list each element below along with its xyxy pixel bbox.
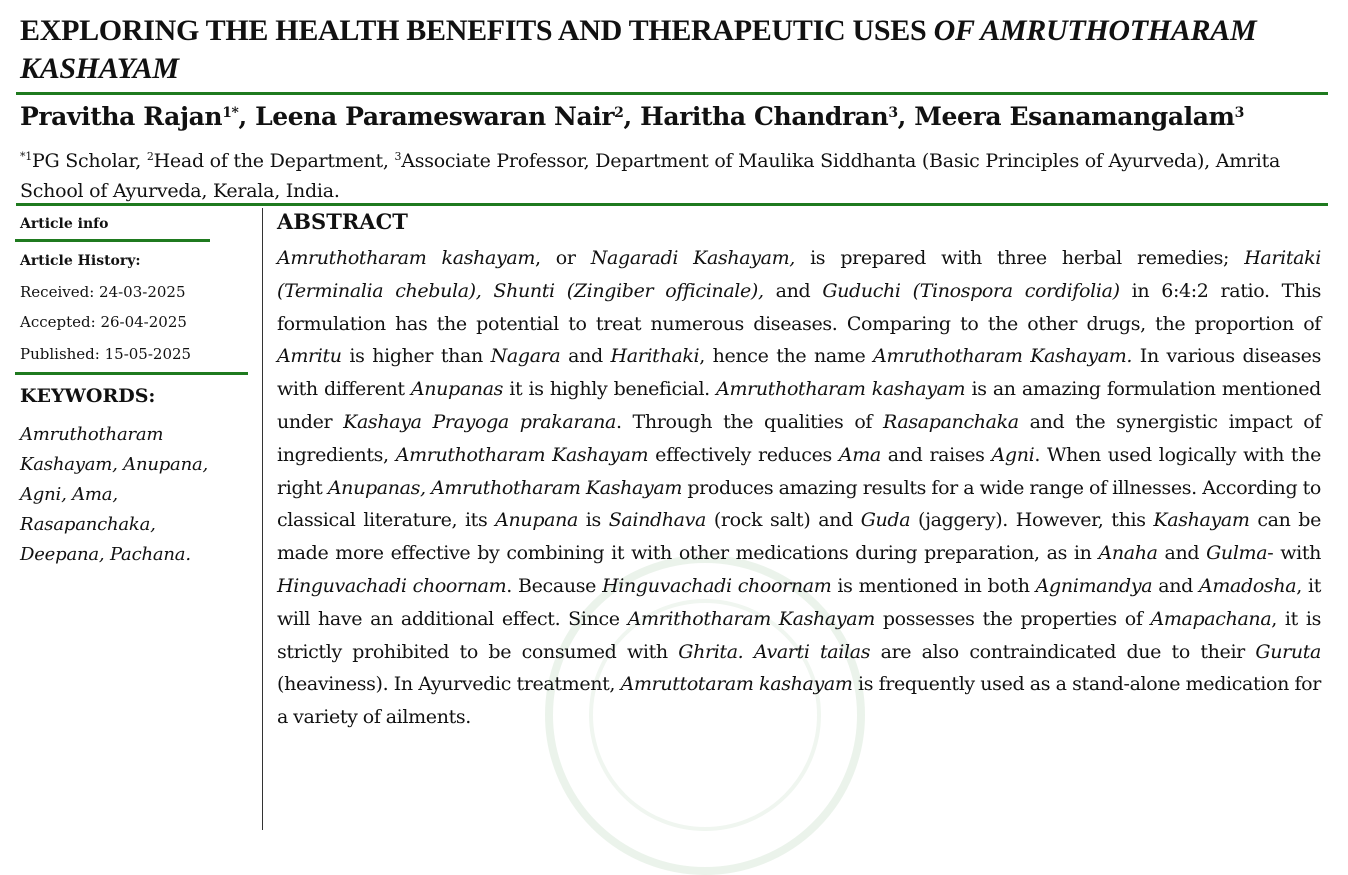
abstract-italic-term: Hinguvachadi choornam [602, 574, 832, 597]
abstract-text: (heaviness). In Ayurvedic treatment, [277, 673, 621, 696]
abstract-italic-term: Harithaki [610, 345, 700, 368]
author-name: Meera Esanamangalam [914, 102, 1235, 131]
abstract-text: is prepared with three herbal remedies; [794, 247, 1245, 269]
title-text: EXPLORING THE HEALTH BENEFITS AND THERAPEUTIC USES [20, 14, 934, 47]
affiliation-text: Head of the Department, [153, 150, 395, 172]
keywords-heading: KEYWORDS: [20, 385, 156, 407]
abstract-text: is higher than [341, 345, 491, 368]
paper-title [20, 12, 1320, 88]
author-list: Pravitha Rajan$^{1*}$, Leena Parameswaran Nair$^2$, Haritha Chandran$^3$, Meera Esanamangalam$^3$ [20, 102, 1244, 131]
abstract-text: (rock salt) and [706, 509, 861, 532]
article-history-heading: Article History: [20, 253, 141, 269]
published-date: Published: 15-05-2025 [20, 345, 192, 363]
title-divider [16, 92, 1328, 95]
abstract-italic-term: Amruttotaram kashayam [620, 673, 853, 696]
affiliation [20, 142, 1320, 206]
abstract-text: . Because [506, 574, 603, 597]
abstract-text: possesses the properties of [874, 607, 1151, 630]
abstract-italic-term: Anaha [1098, 542, 1158, 565]
abstract-text: and [1157, 542, 1207, 565]
author-mark: 3 [1234, 105, 1244, 121]
abstract-italic-term: Kashaya Prayoga prakarana [343, 410, 616, 433]
affiliation-text: Associate Professor, Department of Maulika Siddhanta (Basic Principles of Ayurveda), Amrita School of Ayurveda, Kerala, India. [20, 150, 1281, 202]
author-name: Leena Parameswaran Nair [255, 102, 615, 131]
abstract-italic-term: Saindhava [608, 509, 707, 532]
title-italic-text: OF AMRUTHOTHARAM KASHAYAM [20, 14, 1257, 85]
abstract-text: In various diseases with different [277, 345, 1321, 401]
abstract-text: can be made more effective by combining it with other medications during preparation, as in [277, 509, 1321, 565]
abstract-text: , hence the name [699, 345, 874, 368]
abstract-italic-term: Nagara [490, 345, 561, 368]
abstract-italic-term: Anupanas [410, 378, 504, 401]
abstract-italic-term: Rasapanchaka [883, 410, 1019, 433]
affiliation-mark: *1 [20, 150, 32, 163]
abstract-text: and [763, 279, 823, 302]
affiliation-mark: 2 [146, 150, 154, 163]
affiliation-mark: 3 [394, 150, 402, 163]
abstract-text: is an amazing formulation mentioned under [277, 378, 1321, 433]
abstract-italic-term: Ama [838, 443, 881, 466]
abstract-italic-term: Amrithotharam Kashayam [627, 607, 875, 630]
abstract-italic-term: Nagaradi Kashayam, [590, 247, 795, 269]
author-name: Pravitha Rajan [20, 102, 223, 131]
abstract-text: . When used logically with the right [277, 443, 1321, 499]
abstract-text: produces amazing results for a wide range of illnesses. According to classical literature, its [277, 476, 1321, 532]
article-info-heading: Article info [20, 216, 109, 232]
author-mark: 1* [222, 105, 239, 121]
author-mark: 2 [614, 105, 624, 121]
abstract-text: is mentioned in both [831, 574, 1036, 597]
author-name: Haritha Chandran [640, 102, 889, 131]
abstract-text: and [1152, 574, 1200, 597]
abstract-italic-term: Amruthotharam kashayam [716, 378, 966, 401]
column-divider [262, 208, 263, 830]
abstract-italic-term: Guda [860, 509, 911, 532]
abstract-text: - with [1267, 542, 1322, 565]
abstract-heading: ABSTRACT [277, 209, 408, 234]
author-mark: 3 [888, 105, 898, 121]
abstract-text: (jaggery). However, this [910, 509, 1154, 532]
abstract-italic-term: Amruthotharam Kashayam [395, 443, 649, 466]
affiliation-text: PG Scholar, [32, 150, 147, 172]
abstract-text: , it is strictly prohibited to be consumed with [277, 607, 1321, 663]
abstract-italic-term: Gulma [1206, 542, 1268, 565]
abstract-text: is [577, 509, 609, 532]
abstract-italic-term: Kashayam [1153, 509, 1250, 532]
abstract-italic-term: Ghrita. Avarti tailas [678, 640, 871, 663]
header-divider [16, 203, 1328, 206]
abstract-text: it is highly beneficial. [503, 378, 717, 401]
received-date: Received: 24-03-2025 [20, 283, 186, 301]
abstract-text: effectively reduces [648, 443, 839, 466]
sidebar-divider [15, 372, 248, 375]
abstract-body [277, 242, 1321, 734]
keywords-list: Amruthotharam Kashayam, Anupana, Agni, Ama, Rasapanchaka, Deepana, Pachana. [20, 424, 209, 565]
abstract-italic-term: Haritaki (Terminalia chebula), Shunti (Zingiber officinale), [277, 247, 1321, 302]
abstract-text: . Through the qualities of [615, 410, 884, 433]
abstract-italic-term: Guduchi (Tinospora cordifolia) [822, 279, 1120, 302]
abstract-italic-term: Agni [991, 443, 1035, 466]
abstract-italic-term: Amapachana [1150, 607, 1272, 630]
accepted-date: Accepted: 26-04-2025 [20, 313, 187, 331]
abstract-text: and the synergistic impact of ingredients, [277, 410, 1322, 466]
abstract-italic-term: Hinguvachadi choornam [277, 574, 507, 597]
abstract-text: is frequently used as a stand-alone medication for a variety of ailments. [277, 673, 1321, 729]
abstract-italic-term: Amruthotharam kashayam [277, 247, 535, 269]
abstract-italic-term: Amruthotharam Kashayam. [873, 345, 1133, 368]
abstract-text: are also contraindicated due to their [870, 640, 1256, 663]
abstract-italic-term: Guruta [1255, 640, 1321, 663]
abstract-text: , or [535, 247, 591, 269]
abstract-text: and raises [880, 443, 992, 466]
abstract-italic-term: Agnimandya [1035, 574, 1153, 597]
abstract-text: and [560, 345, 611, 368]
sidebar-divider [15, 239, 210, 242]
abstract-text: in 6:4:2 ratio. This formulation has the potential to treat numerous diseases. Comparing to the other drugs, the proportion of [277, 279, 1322, 335]
abstract-italic-term: Anupanas, Amruthotharam Kashayam [327, 476, 682, 499]
abstract-italic-term: Anupana [495, 509, 578, 532]
abstract-italic-term: Amritu [277, 345, 342, 368]
abstract-text: , it will have an additional effect. Since [277, 574, 1321, 630]
abstract-italic-term: Amadosha [1199, 574, 1297, 597]
